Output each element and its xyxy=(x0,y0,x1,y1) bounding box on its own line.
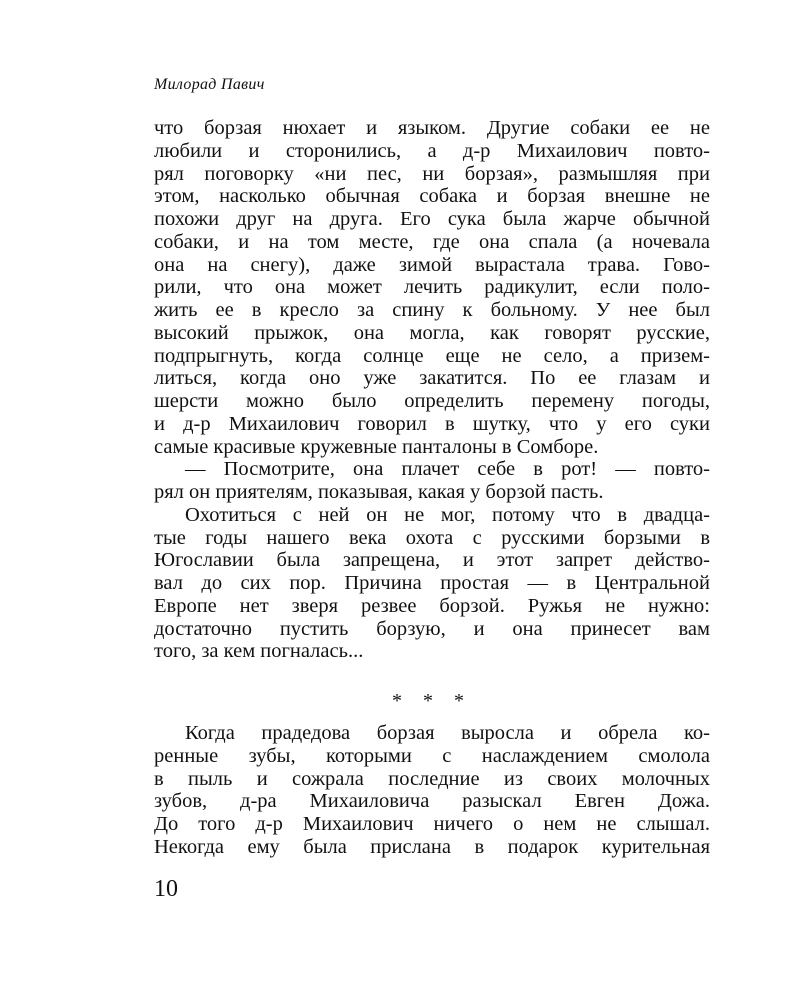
text-line-paragraph-start: Когда прадедова борзая выросла и обрела ко- xyxy=(185,722,710,744)
running-head-author: Милорад Павич xyxy=(154,76,265,93)
text-line: тые годы нашего века охота с русскими борзыми в xyxy=(154,526,710,549)
text-line: шерсти можно было определить перемену погоды, xyxy=(154,390,710,412)
section-separator: * * * xyxy=(392,690,472,712)
text-line: и д-р Михаилович говорил в шутку, что у его суки xyxy=(154,412,710,435)
text-line: высокий прыжок, она могла, как говорят русские, xyxy=(154,321,710,344)
text-line: Югославии была запрещена, и этот запрет действо- xyxy=(154,549,710,572)
text-line: жить ее в кресло за спину к больному. У нее был xyxy=(154,299,710,321)
text-line: собаки, и на том месте, где она спала (а ночевала xyxy=(154,230,710,253)
text-line: она на снегу), даже зимой вырастала трава. Гово- xyxy=(154,253,710,276)
text-line: До того д-р Михаилович ничего о нем не слышал. xyxy=(154,813,710,835)
page-number: 10 xyxy=(154,876,178,902)
text-line: достаточно пустить борзую, и она принесет вам xyxy=(154,617,710,640)
text-line: того, за кем погналась... xyxy=(154,640,364,663)
text-line: рили, что она может лечить радикулит, если поло- xyxy=(154,276,710,299)
text-line: рял поговорку «ни пес, ни борзая», размышляя при xyxy=(154,162,710,185)
text-block-main xyxy=(154,117,710,663)
text-line: вал до сих пор. Причина простая — в Центральной xyxy=(154,572,710,594)
text-line: подпрыгнуть, когда солнце еще не село, а призем- xyxy=(154,344,710,367)
text-line: рял он приятелям, показывая, какая у борзой пасть. xyxy=(154,481,604,503)
text-line: литься, когда оно уже закатится. По ее глазам и xyxy=(154,367,710,390)
text-line: в пыль и сожрала последние из своих молочных xyxy=(154,767,710,790)
text-line: этом, насколько обычная собака и борзая внешне не xyxy=(154,185,710,208)
text-line: ренные зубы, которыми с наслаждением смолола xyxy=(154,744,710,767)
text-line-dialogue: — Посмотрите, она плачет себе в рот! — повто- xyxy=(185,458,710,481)
text-line: зубов, д-ра Михаиловича разыскал Евген Дожа. xyxy=(154,790,710,813)
text-line: Европе нет зверя резвее борзой. Ружья не нужно: xyxy=(154,594,710,617)
text-block-section xyxy=(154,722,710,859)
text-line-paragraph-start: Охотиться с ней он не мог, потому что в двадца- xyxy=(185,503,710,526)
text-line: Некогда ему была прислана в подарок курительная xyxy=(154,835,710,858)
text-line: что борзая нюхает и языком. Другие собаки ее не xyxy=(154,117,710,139)
text-line: похожи друг на друга. Его сука была жарче обычной xyxy=(154,208,710,230)
text-line: любили и сторонились, а д-р Михаилович повто- xyxy=(154,139,710,162)
text-line: самые красивые кружевные панталоны в Сомборе. xyxy=(154,435,599,458)
